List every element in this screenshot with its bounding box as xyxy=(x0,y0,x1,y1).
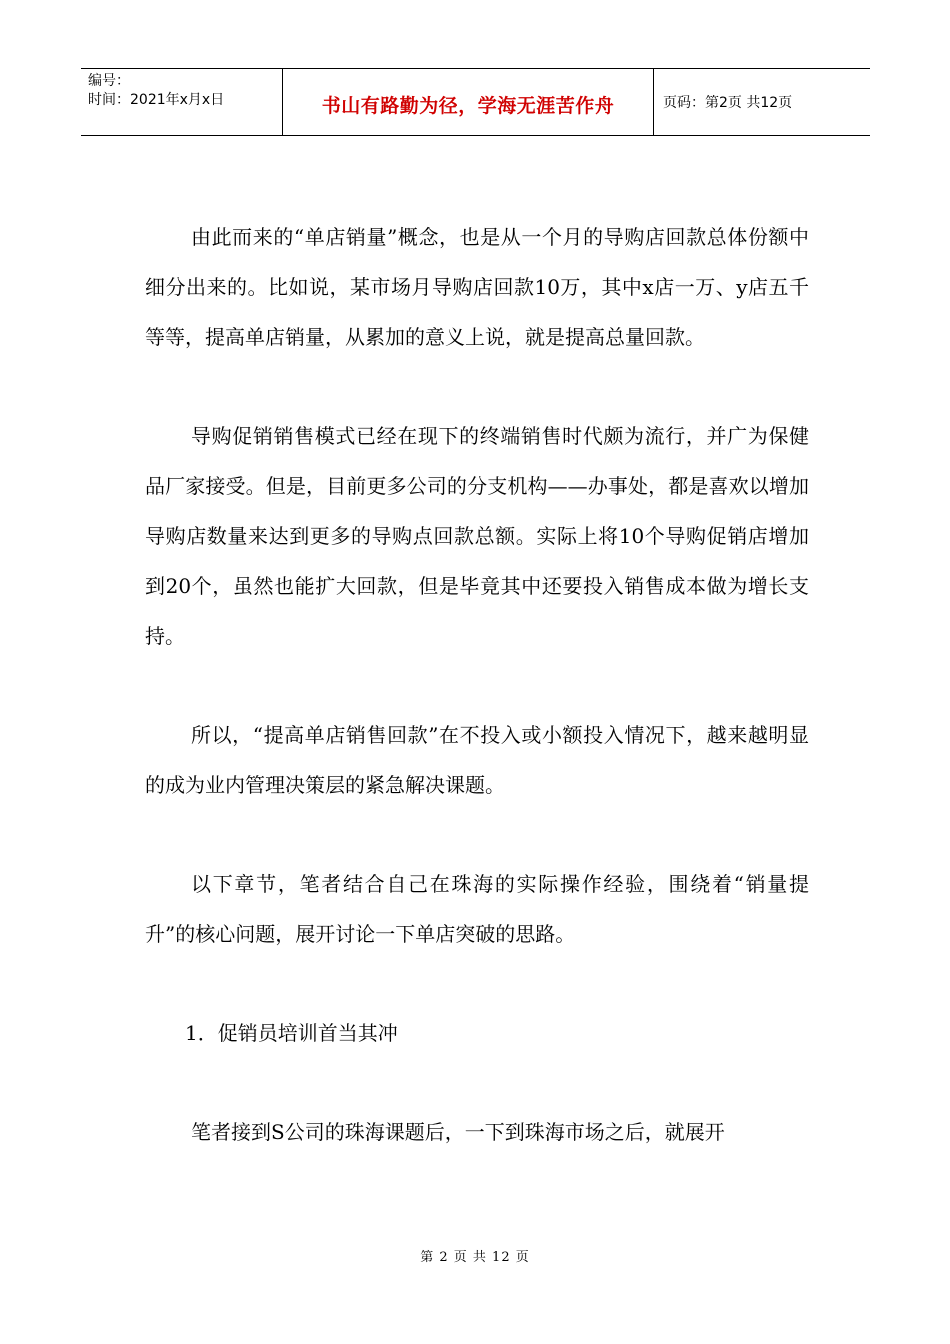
body-paragraph: 所以，“提高单店销售回款”在不投入或小额投入情况下，越来越明显的成为业内管理决策层的紧急解决课题。 xyxy=(145,723,809,797)
header-meta xyxy=(81,69,282,135)
header-page-code-cell xyxy=(654,69,870,135)
body-paragraph: 导购促销销售模式已经在现下的终端销售时代颇为流行，并广为保健品厂家接受。但是，目前更多公司的分支机构——办事处，都是喜欢以增加导购店数量来达到更多的导购点回款总额。实际上将10个导购促销店增加到20个，虽然也能扩大回款，但是毕竟其中还要投入销售成本做为增长支持。 xyxy=(145,424,809,648)
body-paragraph: 以下章节，笔者结合自己在珠海的实际操作经验，围绕着“销量提升”的核心问题，展开讨论一下单店突破的思路。 xyxy=(145,872,809,946)
section-heading: 1．促销员培训首当其冲 xyxy=(185,1021,398,1045)
header-motto-cell xyxy=(282,69,654,135)
document-number-label: 编号： xyxy=(88,73,130,89)
body-paragraph: 笔者接到S公司的珠海课题后，一下到珠海市场之后，就展开 xyxy=(191,1120,725,1144)
document-header xyxy=(81,68,870,136)
header-motto: 书山有路勤为径，学海无涯苦作舟 xyxy=(321,94,615,117)
document-body xyxy=(145,212,809,1206)
body-paragraph: 由此而来的“单店销量”概念，也是从一个月的导购店回款总体份额中细分出来的。比如说，某市场月导购店回款10万，其中x店一万、y店五千等等，提高单店销量，从累加的意义上说，就是提高总量回款。 xyxy=(145,225,809,349)
page-footer: 第 2 页 共 12 页 xyxy=(420,1250,530,1265)
header-page-code: 页码：第2页 共12页 xyxy=(663,95,793,111)
document-time-label: 时间：2021年x月x日 xyxy=(88,92,225,108)
